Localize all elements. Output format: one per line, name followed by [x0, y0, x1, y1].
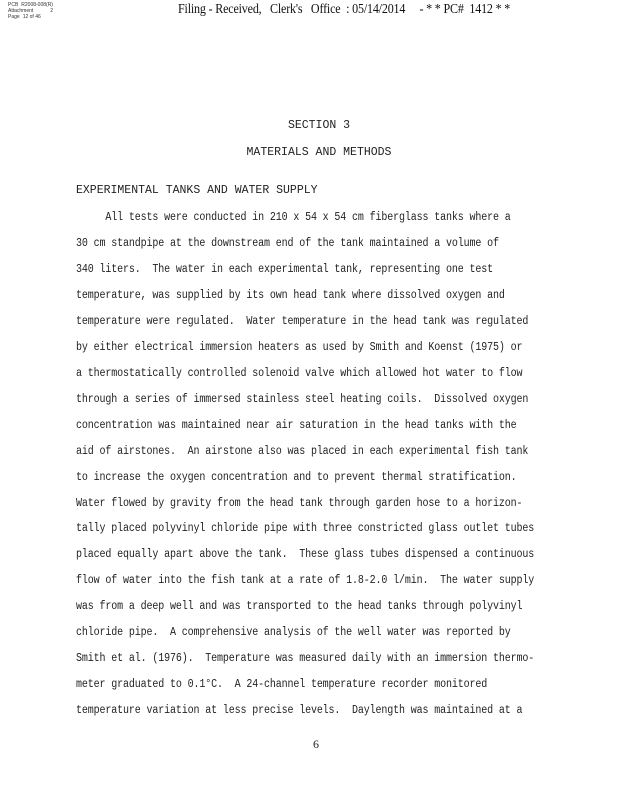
- stamp-value: 12 of 46: [22, 14, 41, 20]
- section-title: MATERIALS AND METHODS: [246, 146, 392, 159]
- page-number: 6: [313, 737, 319, 751]
- text-line: concentration was maintained near air saturation in the head tanks with the: [76, 419, 517, 432]
- text-line: 340 liters. The water in each experimental tank, representing one test: [76, 263, 494, 276]
- text-line: tally placed polyvinyl chloride pipe with three constricted glass outlet tubes: [76, 522, 535, 535]
- text-line: by either electrical immersion heaters as used by Smith and Koenst (1975) or: [76, 341, 523, 354]
- stamp-row-page: [8, 14, 56, 20]
- text-line: flow of water into the fish tank at a rate of 1.8-2.0 l/min. The water supply: [76, 574, 535, 587]
- text-line: placed equally apart above the tank. These glass tubes dispensed a continuous: [76, 548, 535, 561]
- text-line: meter graduated to 0.1°C. A 24-channel temperature recorder monitored: [76, 678, 488, 691]
- text-line: 30 cm standpipe at the downstream end of the tank maintained a volume of: [76, 237, 499, 250]
- text-line: chloride pipe. A comprehensive analysis of the well water was reported by: [76, 626, 511, 639]
- text-line: Water flowed by gravity from the head tank through garden hose to a horizon-: [76, 497, 523, 510]
- filing-header: Filing - Received, Clerk's Office : 05/14/2014 - * * PC# 1412 * *: [178, 2, 511, 17]
- text-line: All tests were conducted in 210 x 54 x 54 cm fiberglass tanks where a: [76, 211, 511, 224]
- text-line: to increase the oxygen concentration and to prevent thermal stratification.: [76, 471, 517, 484]
- stamp-label: Page: [8, 14, 20, 20]
- text-line: Smith et al. (1976). Temperature was measured daily with an immersion thermo-: [76, 652, 535, 665]
- text-line: aid of airstones. An airstone also was placed in each experimental fish tank: [76, 445, 529, 458]
- subheading: EXPERIMENTAL TANKS AND WATER SUPPLY: [76, 184, 318, 197]
- section-number: SECTION 3: [287, 119, 351, 132]
- stamp-value: 2: [50, 8, 54, 14]
- stamp-label: Attachment: [8, 8, 34, 14]
- filing-stamp: [8, 2, 56, 20]
- text-line: temperature variation at less precise levels. Daylength was maintained at a: [76, 704, 523, 717]
- text-line: temperature were regulated. Water temperature in the head tank was regulated: [76, 315, 529, 328]
- text-line: temperature, was supplied by its own head tank where dissolved oxygen and: [76, 289, 505, 302]
- text-line: a thermostatically controlled solenoid valve which allowed hot water to flow: [76, 367, 523, 380]
- stamp-value: R2008-008(R): [21, 2, 53, 8]
- stamp-label: PCB: [8, 2, 19, 8]
- text-line: was from a deep well and was transported to the head tanks through polyvinyl: [76, 600, 523, 613]
- text-line: through a series of immersed stainless steel heating coils. Dissolved oxygen: [76, 393, 529, 406]
